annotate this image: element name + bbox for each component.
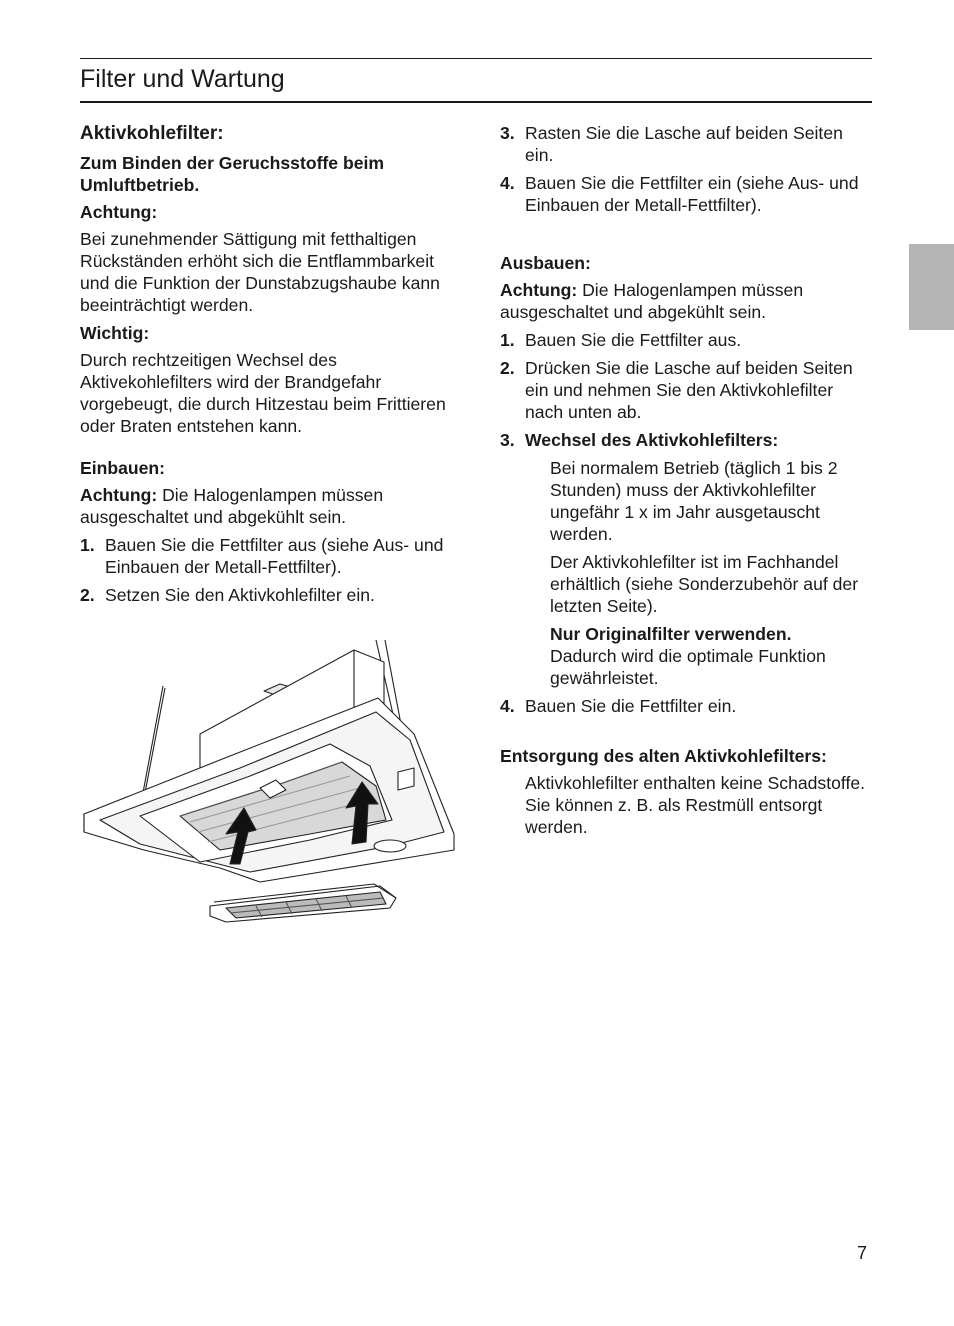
section-tab-marker [909,244,954,330]
step-number: 4. [500,696,515,716]
original-filter-note: Nur Originalfilter verwenden. [550,624,792,644]
page-title: Filter und Wartung [80,65,285,93]
step-text: Bauen Sie die Fettfilter ein. [525,696,737,716]
list-item [500,695,872,717]
remove-caution-label: Achtung: [500,280,578,300]
remove-caution-text: Die Halogenlampen müssen ausgeschaltet und abgekühlt sein. [500,280,804,322]
left-column [80,122,452,612]
section-heading-activated-carbon: Aktivkohlefilter: [80,123,224,144]
step-text: Bauen Sie die Fettfilter aus. [525,330,742,350]
step-number: 1. [80,535,95,555]
disposal-text: Aktivkohlefilter enthalten keine Schadstoffe. Sie können z. B. als Restmüll entsorgt werden. [525,773,866,837]
step-number: 2. [500,358,515,378]
header-rule-top [80,58,872,59]
list-item [500,122,872,166]
header-rule-bottom [80,101,872,103]
right-column [500,122,872,844]
disposal-heading: Entsorgung des alten Aktivkohlefilters: [500,746,827,766]
remove-caution [500,279,872,323]
caution-text: Bei zunehmender Sättigung mit fetthaltigen Rückständen erhöht sich die Entflammbarkeit und die Funktion der Dunstabzugshaube kann beeinträchtigt werden. [80,229,440,315]
list-item [80,534,452,578]
step-number: 1. [500,330,515,350]
step-number: 3. [500,430,515,450]
important-text: Durch rechtzeitigen Wechsel des Aktivekohlefilters wird der Brandgefahr vorgebeugt, die durch Hitzestau beim Frittieren oder Braten entstehen kann. [80,350,446,436]
step-number: 4. [500,173,515,193]
step-number: 3. [500,123,515,143]
install-caution [80,484,452,528]
original-filter-text: Dadurch wird die optimale Funktion gewährleistet. [550,646,826,688]
page-number: 7 [857,1243,868,1263]
step-number: 2. [80,585,95,605]
change-paragraph-2: Der Aktivkohlefilter ist im Fachhandel erhältlich (siehe Sonderzubehör auf der letzten Seite). [550,552,859,616]
section-subheading: Zum Binden der Geruchsstoffe beim Umluftbetrieb. [80,153,385,195]
install-caution-text: Die Halogenlampen müssen ausgeschaltet und abgekühlt sein. [80,485,384,527]
step-text: Setzen Sie den Aktivkohlefilter ein. [105,585,375,605]
list-item [500,357,872,423]
caution-label: Achtung: [80,202,158,222]
step-text: Drücken Sie die Lasche auf beiden Seiten ein und nehmen Sie den Aktivkohlefilter nach unten ab. [525,358,853,422]
hood-filter-illustration [80,636,460,926]
list-item [500,172,872,216]
remove-heading: Ausbauen: [500,253,591,273]
change-heading: Wechsel des Aktivkohlefilters: [525,430,779,450]
change-paragraph-1: Bei normalem Betrieb (täglich 1 bis 2 Stunden) muss der Aktivkohlefilter ungefähr 1 x im Jahr ausgetauscht werden. [550,458,838,544]
important-label: Wichtig: [80,323,150,343]
list-item [500,429,872,451]
install-caution-label: Achtung: [80,485,158,505]
list-item [80,584,452,606]
install-heading: Einbauen: [80,458,166,478]
step-text: Bauen Sie die Fettfilter aus (siehe Aus- und Einbauen der Metall-Fettfilter). [105,535,444,577]
step-text: Bauen Sie die Fettfilter ein (siehe Aus- und Einbauen der Metall-Fettfilter). [525,173,859,215]
step-text: Rasten Sie die Lasche auf beiden Seiten ein. [525,123,843,165]
change-paragraph-3 [550,623,872,689]
list-item [500,329,872,351]
